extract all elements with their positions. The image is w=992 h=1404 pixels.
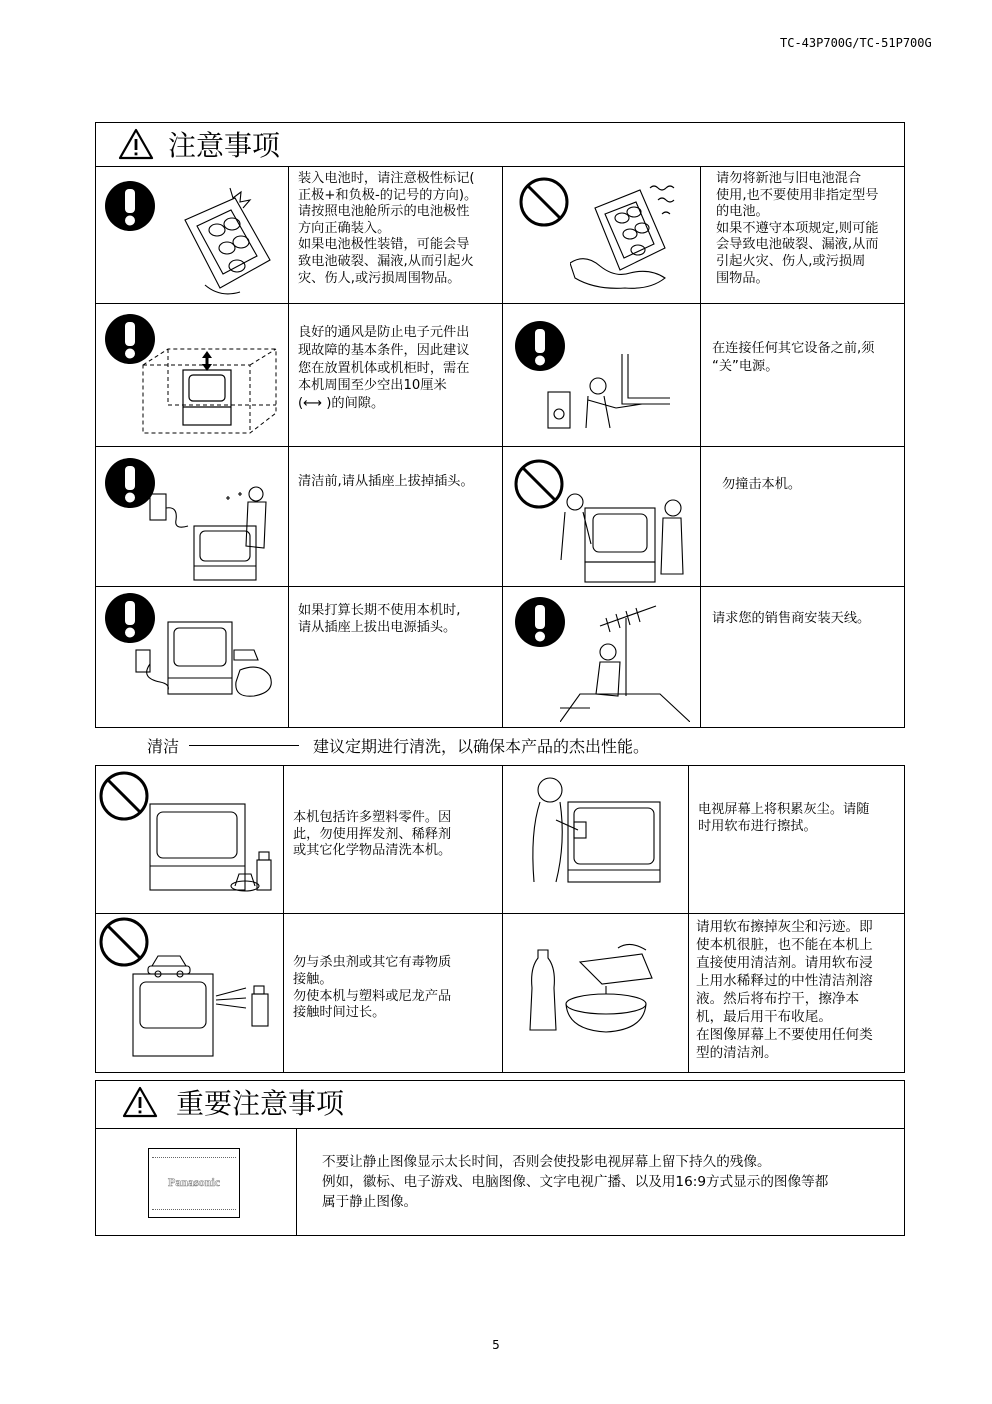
page-number: 5 bbox=[492, 1338, 500, 1352]
static-logo-screen bbox=[148, 1148, 240, 1218]
caution-text-1l: 装入电池时，请注意极性标记( 正极+和负极-的记号的方向)。 请按照电池舱所示的电池极性 方向正确装入。 如果电池极性装错，可能会导 致电池破裂、漏液,从而引起火 灾、伤人,或污损周围物品。 bbox=[298, 171, 478, 286]
model-number: TC-43P700G/TC-51P700G bbox=[780, 36, 932, 50]
unplug-long-illustration bbox=[130, 620, 280, 700]
caution-text-1r: 请勿将新池与旧电池混合 使用,也不要使用非指定型号 的电池。 如果不遵守本项规定,则可能 会导致电池破裂、漏液,从而 引起火灾、伤人,或污损周 围物品。 bbox=[716, 171, 879, 286]
caution-title bbox=[118, 122, 280, 166]
ventilation-illustration bbox=[138, 345, 280, 440]
logo-text: Panasonic bbox=[167, 1175, 220, 1189]
mixed-battery-illustration bbox=[570, 178, 695, 296]
tv-chemicals-illustration bbox=[145, 800, 280, 895]
cleaning-text-2l: 勿与杀虫剂或其它有毒物质 接触。 勿使本机与塑料或尼龙产品 接触时间过长。 bbox=[293, 955, 452, 1021]
caution-title-text: 注意事项 bbox=[168, 129, 281, 162]
unplug-illustration bbox=[148, 486, 282, 582]
cleaning-text-1l: 本机包括许多塑料零件。因 此，勿使用挥发剂、稀释剂 或其它化学物品清洗本机。 bbox=[293, 810, 452, 859]
warning-triangle-icon bbox=[118, 128, 154, 160]
caution-text-4l: 如果打算长期不使用本机时, 请从插座上拔出电源插头。 bbox=[298, 603, 461, 635]
warning-triangle-icon bbox=[122, 1086, 158, 1118]
exclamation-icon bbox=[104, 180, 156, 232]
remote-battery-illustration bbox=[175, 180, 280, 298]
prohibited-icon bbox=[98, 770, 150, 822]
caution-text-2r: 在连接任何其它设备之前,须 “关”电源。 bbox=[712, 341, 875, 374]
caution-text-2l: 良好的通风是防止电子元件出 现故障的基本条件，因此建议 您在放置机体或机柜时，需在 本机周围至少空出10厘米 (⟷ )的间隙。 bbox=[298, 325, 470, 412]
no-impact-illustration bbox=[555, 488, 690, 584]
antenna-illustration bbox=[560, 604, 690, 722]
caution-text-3r: 勿撞击本机。 bbox=[722, 477, 802, 492]
power-off-illustration bbox=[542, 352, 672, 434]
caution-text-3l: 清洁前,请从插座上拔掉插头。 bbox=[298, 474, 474, 489]
cleaning-text-2r: 请用软布擦掉灰尘和污迹。即 使本机很脏，也不能在本机上 直接使用清洁剂。请用软布浸 上用水稀释过的中性清洁剂溶 液。然后将布拧干，擦净本 机，最后用干布收尾。 在图像屏幕上不要使用任何类 型的清洁剂。 bbox=[696, 919, 873, 1061]
caution-text-4r: 请求您的销售商安装天线。 bbox=[712, 611, 871, 626]
wipe-screen-illustration bbox=[520, 772, 665, 890]
important-text: 不要让静止图像显示太长时间，否则会使投影电视屏幕上留下持久的残像。 例如，徽标、电子游戏、电脑图像、文字电视广播、以及用16:9方式显示的图像等都 属于静止图像。 bbox=[322, 1154, 829, 1210]
important-title-text: 重要注意事项 bbox=[176, 1087, 345, 1120]
cleaning-heading bbox=[147, 734, 649, 757]
exclamation-icon bbox=[514, 596, 566, 648]
prohibited-icon bbox=[518, 176, 570, 228]
cleaning-text-1r: 电视屏幕上将积累灰尘。请随 时用软布进行擦拭。 bbox=[698, 802, 870, 834]
cleaning-label: 清洁 bbox=[147, 737, 180, 756]
cleaning-intro: 建议定期进行清洗，以确保本产品的杰出性能。 bbox=[313, 737, 650, 756]
neutral-detergent-illustration bbox=[522, 938, 667, 1038]
insecticide-illustration bbox=[128, 950, 278, 1060]
important-title bbox=[122, 1082, 344, 1122]
